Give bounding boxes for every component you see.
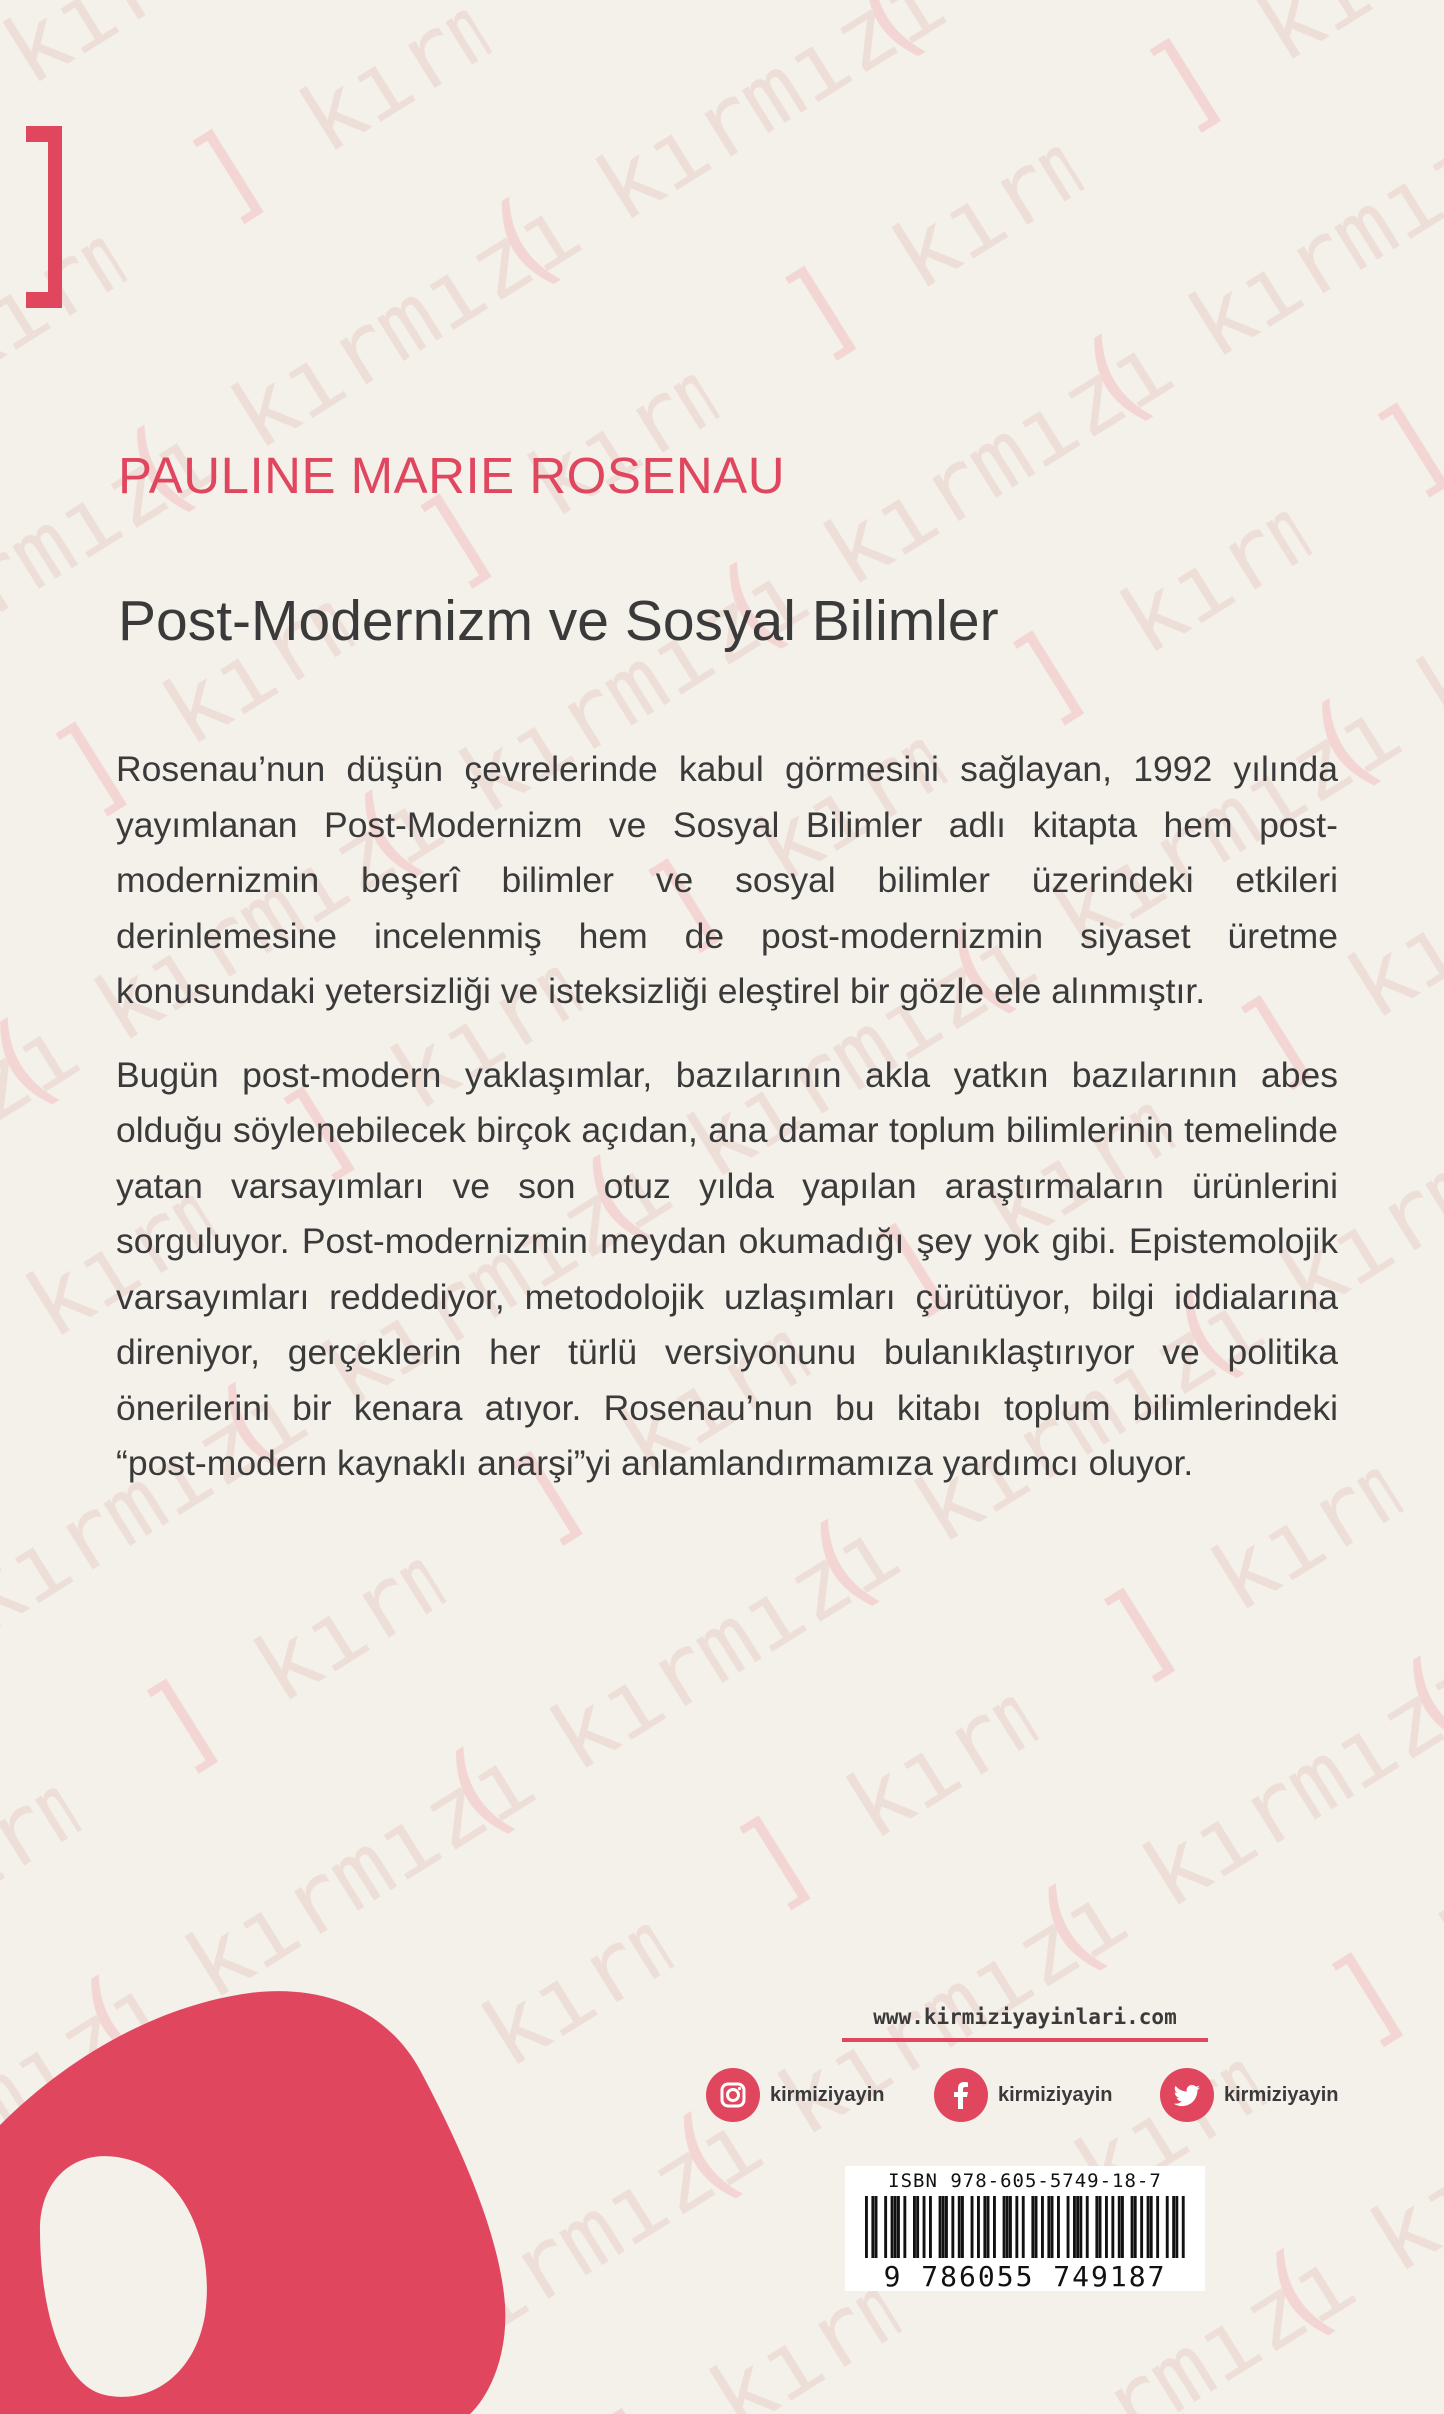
blurb-paragraph: Rosenau’nun düşün çevrelerinde kabul görmesini sağlayan, 1992 yılında yayımlanan Post-Modernizm ve Sosyal Bilimler adlı kitapta hem post-modernizmin beşerî bilimler ve sosyal bilimler üzerindeki etkileri derinlemesine incelenmiş hem de post-modernizmin siyaset üretme konusundaki yetersizliği ve isteksizliği eleştirel bir gözle ele alınmıştır. xyxy=(116,749,1338,1011)
facebook-icon xyxy=(934,2068,988,2122)
social-handle: kirmiziyayin xyxy=(1224,2083,1339,2106)
social-twitter[interactable] xyxy=(1160,2067,1339,2123)
social-handle: kirmiziyayin xyxy=(770,2083,885,2106)
author-name: PAULINE MARIE ROSENAU xyxy=(118,447,786,504)
blurb xyxy=(116,742,1338,1520)
barcode-number: 9 786055 749187 xyxy=(883,2260,1167,2293)
barcode-bars xyxy=(865,2196,1185,2258)
social-handle: kirmiziyayin xyxy=(998,2083,1113,2106)
social-facebook[interactable] xyxy=(934,2067,1113,2123)
social-instagram[interactable] xyxy=(706,2067,885,2123)
isbn-label: ISBN 978-605-5749-18-7 xyxy=(888,2170,1162,2192)
red-bracket-icon xyxy=(22,122,68,312)
book-title: Post-Modernizm ve Sosyal Bilimler xyxy=(118,589,999,653)
website-link[interactable]: www.kirmiziyayinlari.com xyxy=(873,2005,1177,2029)
instagram-icon xyxy=(706,2068,760,2122)
website-underline xyxy=(842,2038,1208,2042)
isbn-barcode xyxy=(845,2166,1205,2291)
blurb-paragraph: Bugün post-modern yaklaşımlar, bazılarının akla yatkın bazılarının abes olduğu söylenebilecek birçok açıdan, ana damar toplum bilimlerinin temelinde yatan varsayımları ve son otuz yılda yapılan araştırmaların ürünlerini sorguluyor. Post-modernizmin meydan okumadığı şey yok gibi. Epistemolojik varsayımları reddediyor, metodolojik uzlaşımları çürütüyor, bilgi iddialarına direniyor, gerçeklerin her türlü versiyonunu bulanıklaştırıyor ve politika önerilerini bir kenara atıyor. Rosenau’nun bu kitabı toplum bilimlerindeki “post-modern kaynaklı anarşi”yi anlamlandırmamıza yardımcı oluyor. xyxy=(116,1054,1338,1483)
decorative-blob xyxy=(0,1975,510,2414)
twitter-icon xyxy=(1160,2068,1214,2122)
